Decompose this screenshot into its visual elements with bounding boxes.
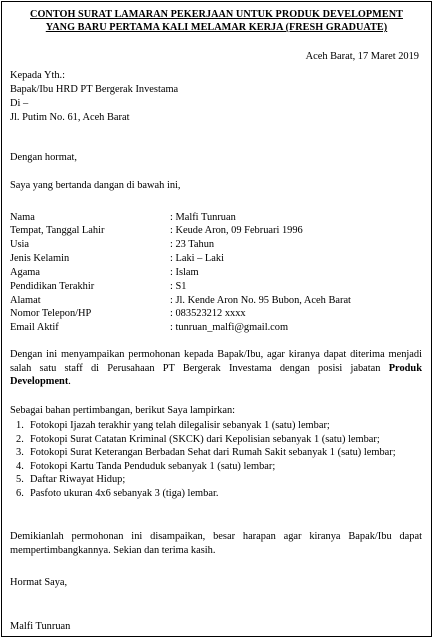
list-text: Fotokopi Ijazah terakhir yang telah dilegalisir sebanyak 1 (satu) lembar;: [30, 420, 330, 431]
title-line-2: YANG BARU PERTAMA KALI MELAMAR KERJA (FRESH GRADUATE): [45, 22, 388, 33]
greeting: Dengan hormat,: [10, 152, 77, 163]
list-number: 1.: [16, 420, 24, 431]
list-text: Fotokopi Kartu Tanda Penduduk sebanyak 1 (satu) lembar;: [30, 460, 276, 472]
detail-value: : 23 Tahun: [170, 239, 215, 250]
detail-value: : S1: [170, 281, 187, 292]
detail-label: Email Aktif: [10, 322, 59, 333]
regards: Hormat Saya,: [10, 577, 68, 588]
list-text: Daftar Riwayat Hidup;: [30, 474, 126, 486]
detail-value: : Keude Aron, 09 Februari 1996: [170, 225, 303, 236]
list-number: 6.: [16, 487, 24, 499]
recipient-address: Jl. Putim No. 61, Aceh Barat: [10, 112, 130, 123]
list-text: Pasfoto ukuran 4x6 sebanyak 3 (tiga) lembar.: [30, 487, 219, 499]
list-item: [10, 487, 422, 501]
detail-label: Agama: [10, 267, 41, 278]
signature-name: Malfi Tunruan: [10, 621, 71, 632]
list-number: 2.: [16, 433, 24, 445]
body-text: Dengan ini menyampaikan permohonan kepada Bapak/Ibu, agar kiranya dapat diterima menjadi salah satu staff di Perusahaan PT Bergerak Investama dengan posisi jabatan: [10, 349, 422, 374]
recipient-to: Kepada Yth.:: [10, 70, 66, 81]
intro-text: Saya yang bertanda dangan di bawah ini,: [10, 180, 181, 191]
list-item: [10, 446, 422, 460]
list-text: Fotokopi Surat Catatan Kriminal (SKCK) dari Kepolisian sebanyak 1 (satu) lembar;: [30, 433, 380, 445]
list-item: [10, 460, 422, 474]
body-end: .: [68, 376, 71, 388]
list-number: 4.: [16, 460, 24, 472]
body-paragraph: [10, 348, 422, 389]
position-title: Produk Development: [10, 362, 422, 388]
list-number: 5.: [16, 474, 24, 486]
list-item: [10, 433, 422, 447]
recipient-name: Bapak/Ibu HRD PT Bergerak Investama: [10, 84, 179, 95]
detail-value: : Islam: [170, 267, 199, 278]
title-line-1: CONTOH SURAT LAMARAN PEKERJAAN UNTUK PRODUK DEVELOPMENT: [30, 9, 403, 20]
detail-value: : Jl. Kende Aron No. 95 Bubon, Aceh Barat: [170, 295, 351, 306]
closing-paragraph: Demikianlah permohonan ini disampaikan, besar harapan agar kiranya Bapak/Ibu dapat mempertimbangkannya. Sekian dan terima kasih.: [10, 531, 422, 556]
recipient-at: Di –: [10, 98, 29, 109]
attachment-intro: Sebagai bahan pertimbangan, berikut Saya lampirkan:: [10, 405, 236, 416]
detail-value: : 083523212 xxxx: [170, 308, 246, 319]
detail-label: Nama: [10, 212, 35, 223]
detail-label: Usia: [10, 239, 30, 250]
detail-value: : Malfi Tunruan: [170, 212, 236, 223]
detail-value: : Laki – Laki: [170, 253, 224, 264]
letter-date: Aceh Barat, 17 Maret 2019: [305, 51, 419, 62]
detail-label: Pendidikan Terakhir: [10, 281, 95, 292]
attachment-list: [10, 419, 422, 501]
detail-value: : tunruan_malfi@gmail.com: [170, 322, 289, 333]
list-item: [10, 473, 422, 487]
list-item: [10, 419, 422, 433]
letter-title: [2, 8, 431, 34]
letter-page: [1, 1, 432, 637]
detail-label: Jenis Kelamin: [10, 253, 70, 264]
detail-label: Alamat: [10, 295, 41, 306]
detail-label: Tempat, Tanggal Lahir: [10, 225, 105, 236]
list-text: Fotokopi Surat Keterangan Berbadan Sehat dari Rumah Sakit sebanyak 1 (satu) lembar;: [30, 447, 396, 459]
detail-label: Nomor Telepon/HP: [10, 308, 92, 319]
list-number: 3.: [16, 447, 24, 459]
